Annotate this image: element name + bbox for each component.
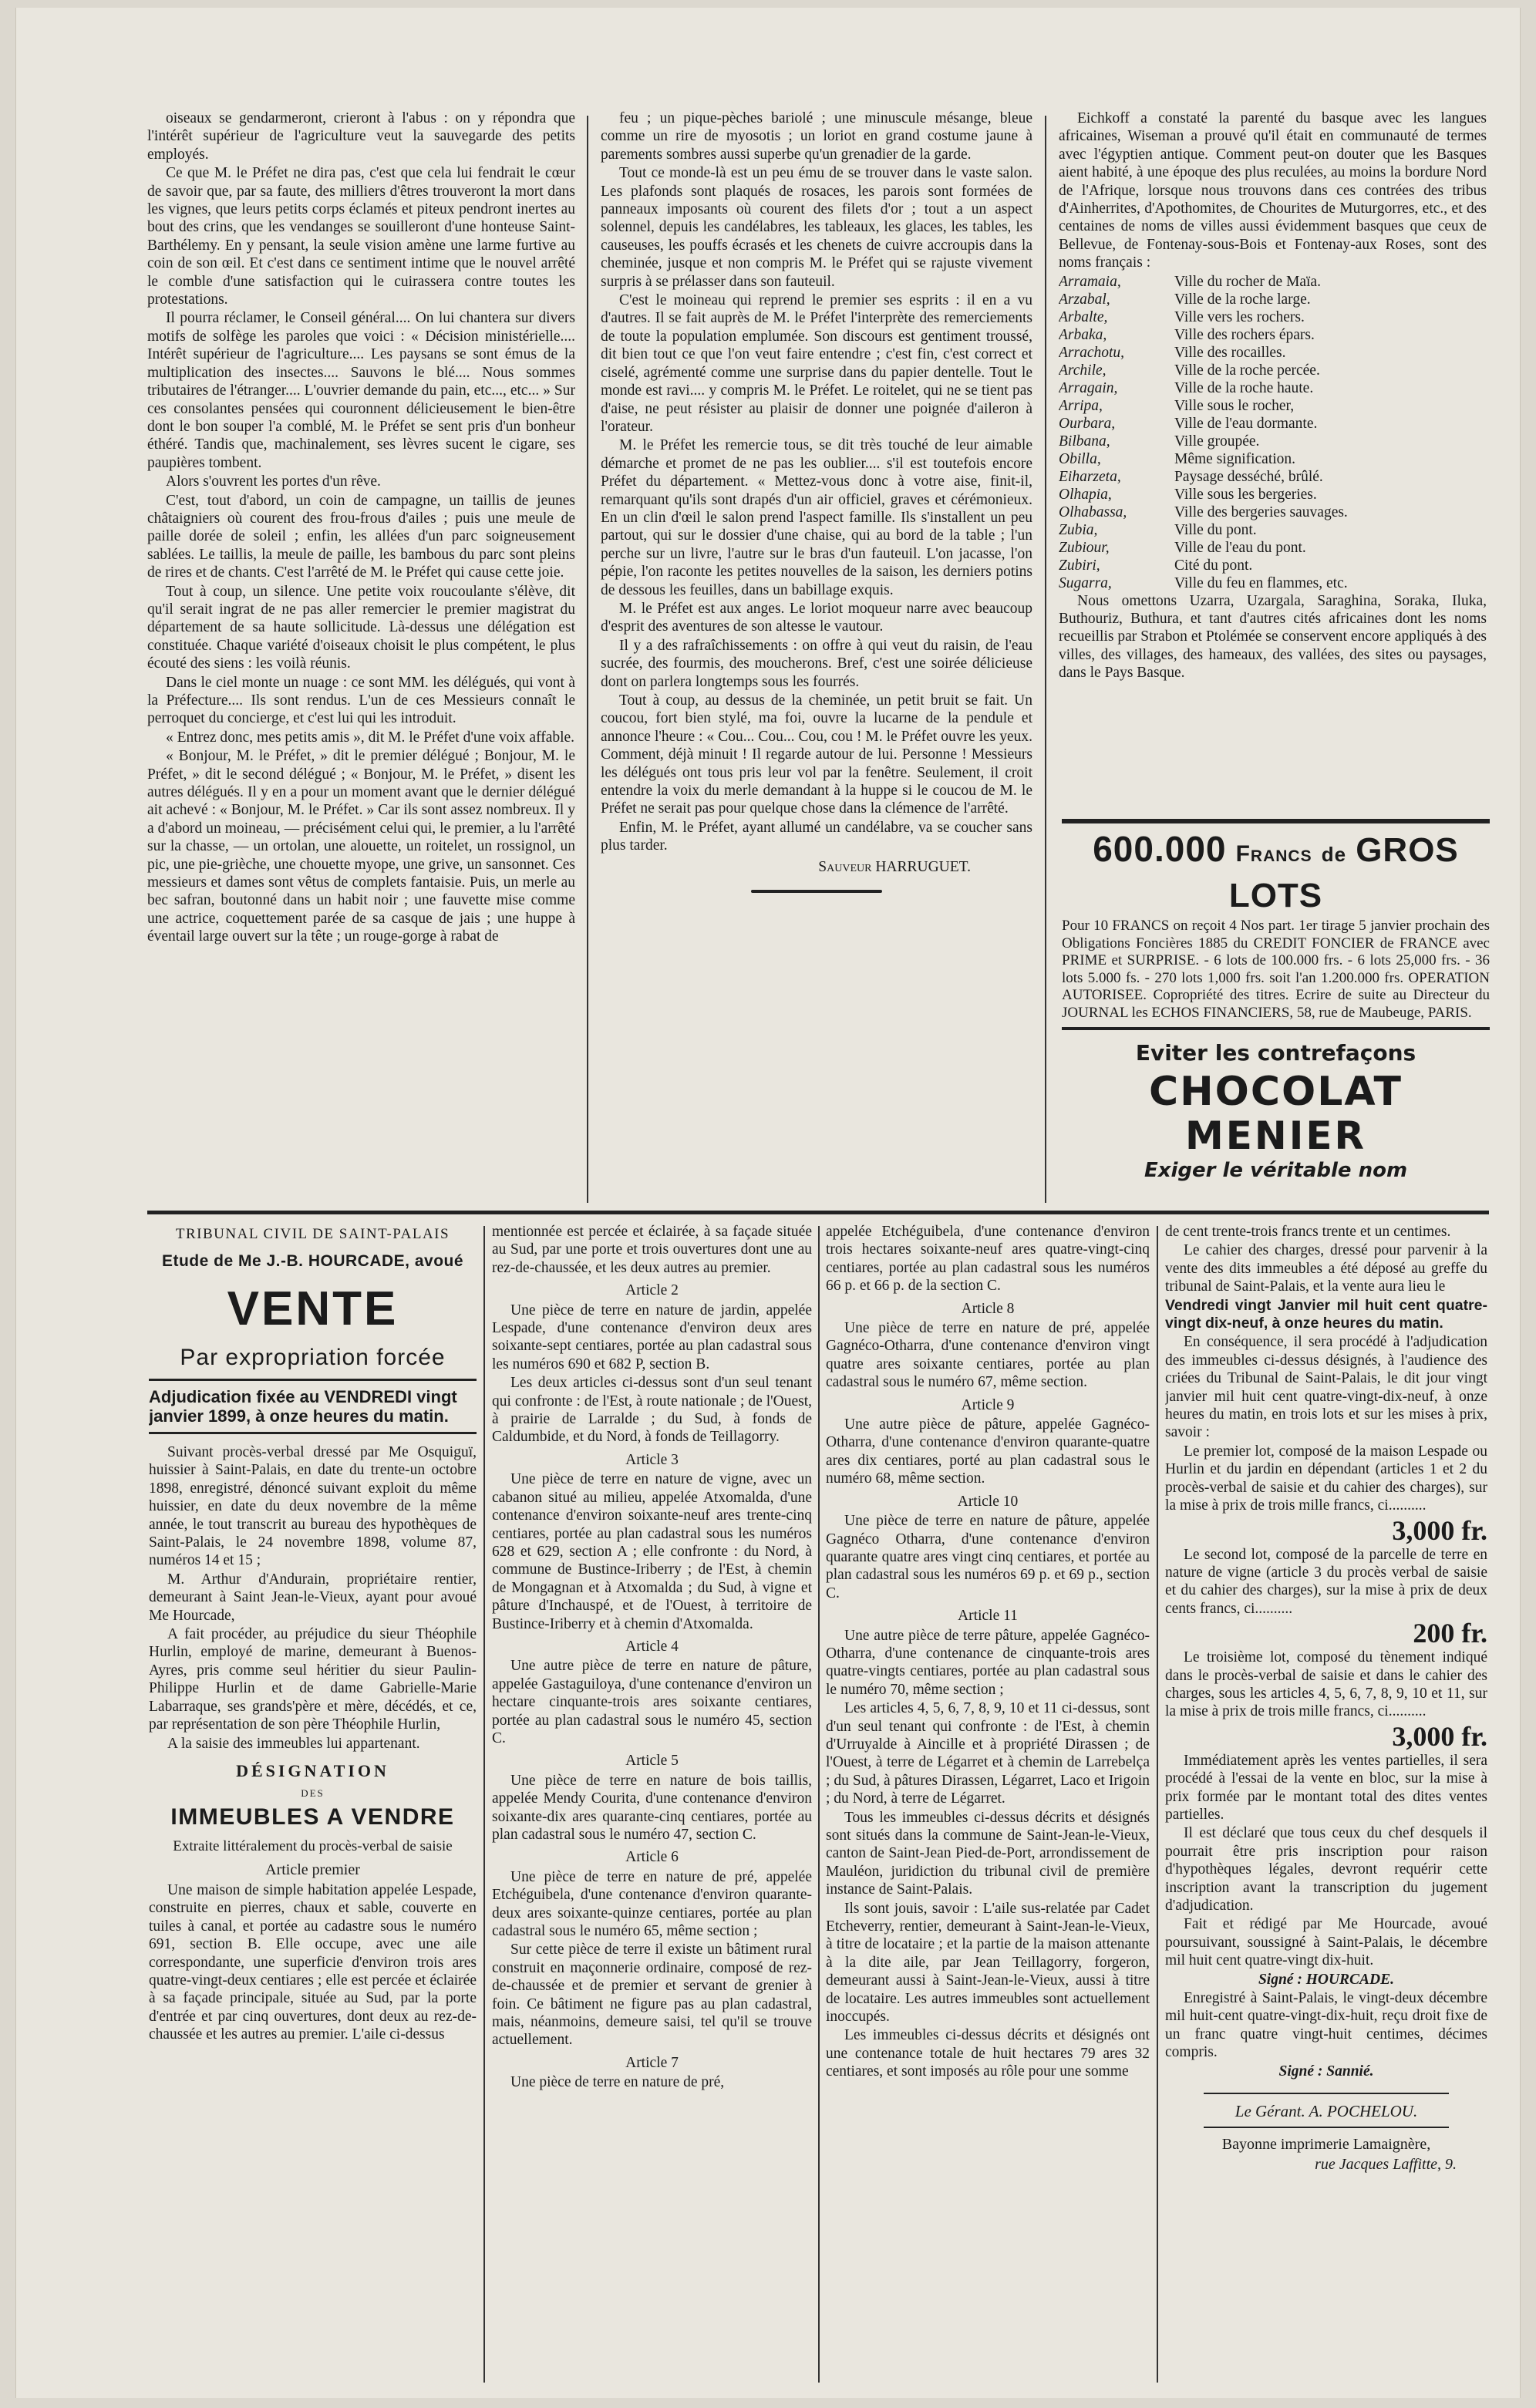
place-row — [1059, 539, 1487, 557]
story-paragraph: Tout ce monde-là est un peu ému de se trouver dans le vaste salon. Les plafonds sont plaqués de rosaces, les parois sont formées de panneaux imposants où courent des filets d'or ; tout a un aspect solennel, depuis les candélabres, les tableaux, les glaces, les tables, les causeuses, les pouffs écrasés et les chenets de cuivre accroupis dans la cheminée, jusque et non compris M. le Préfet qui se rajuste vivement surpris à se prélasser dans son fauteuil. — [601, 165, 1032, 290]
place-row — [1059, 326, 1487, 344]
place-row — [1059, 574, 1487, 592]
place-name: Sugarra, — [1059, 574, 1112, 591]
legal-paragraph: Fait et rédigé par Me Hourcade, avoué poursuivant, soussigné à Saint-Palais, le décembre mil huit cent quatre-vingt dix-huit. — [1165, 1916, 1487, 1969]
article-heading: Article 8 — [961, 1300, 1015, 1317]
story-paragraph: Enfin, M. le Préfet, ayant allumé un candélabre, va se coucher sans plus tarder. — [601, 819, 1032, 854]
legal-paragraph: Il est déclaré que tous ceux du chef desquels il pourrait être pris inscription pour raison d'hypothèques légales, devront requérir cette inscription avant la transcription du jugement d'adjudication. — [1165, 1825, 1487, 1914]
lots-gros-lots: GROS LOTS — [1228, 831, 1459, 914]
legal-column-3 — [826, 1223, 1150, 2387]
lots-amount: 600.000 — [1093, 829, 1227, 869]
place-meaning: Ville groupée. — [1174, 433, 1260, 450]
story-paragraph: « Entrez donc, mes petits amis », dit M. le Préfet d'une voix affable. — [166, 729, 575, 746]
place-name: Arragain, — [1059, 379, 1118, 396]
story-paragraph: feu ; un pique-pèches bariolé ; une minuscule mésange, bleue comme un rire de myosotis ; un loriot en grand costume jaune à parements sombres aussi superbe qu'un grenadier de la garde. — [601, 110, 1032, 163]
place-name: Arrachotu, — [1059, 344, 1125, 361]
chocolat-ad — [1062, 1037, 1490, 1199]
story-paragraph: oiseaux se gendarmeront, crieront à l'abus : on y répondra que l'intérêt supérieur de l'agriculture veut la sauvegarde des petits employés. — [147, 110, 575, 163]
legal-paragraph: Une pièce de terre en nature de bois taillis, appelée Mendy Courita, d'une contenance d'environ soixante-dix ares quarante-cinq centiares, portée au plan cadastral sous le numéro 47, section C. — [492, 1772, 812, 1843]
place-name: Obilla, — [1059, 450, 1101, 467]
ad-bottom-border — [1062, 1027, 1490, 1030]
legal-paragraph: Une pièce de terre en nature de vigne, avec un cabanon situé au milieu, appelée Atxomalda, d'une contenance d'environ soixante-neuf ares trente-cinq centiares, portée au plan cadastral sous les numéros 628 et 629, section A ; elle confronte : du Nord, à commune de Bustince-Iriberry ; de l'Est, à chemin de Mongagnan et à Atxomalda ; du Sud, à vigne et pâture d'Inchauspé, et de l'Ouest, à territoire de Bustince-Iriberry et à chemin d'Atxomalda. — [492, 1471, 812, 1632]
legal-paragraph: A fait procéder, au préjudice du sieur Théophile Hurlin, employé de marine, demeurant à Buenos-Ayres, pris comme seul héritier du sieur Paulin-Philippe Hurlin et de dame Gabrielle-Marie Labarraque, ses grands'père et mère, décédés, et ce, par représentation de son père Théophile Hurlin, — [149, 1626, 477, 1733]
story-paragraph: C'est le moineau qui reprend le premier ses esprits : il en a vu d'autres. Il se fait auprès de M. le Préfet l'interprète des remerciements de toute la population emplumée. Son discours est gentiment troussé, dit bien tout ce que l'on veut faire entendre ; c'est fin, c'est correct et ciselé, agrémenté comme une surprise dans du papier dentelle. Tout le monde est ravi.... y compris M. le Préfet. Le roitelet, qui ne se tient pas d'aise, ne peut résister au plaisir de donner une poignée d'aileron à l'orateur. — [601, 292, 1032, 435]
place-name: Bilbana, — [1059, 433, 1110, 450]
place-meaning: Ville sous les bergeries. — [1174, 486, 1317, 503]
place-name-table — [1059, 273, 1487, 592]
legal-paragraph: Une pièce de terre en nature de pré, appelée Gagnéco-Otharra, d'une contenance d'environ vingt quatre ares soixante centiares, portée au plan cadastral sous le numéro 67, même section. — [826, 1320, 1150, 1391]
adjudication-notice: Adjudication fixée au VENDREDI vingt janvier 1899, à onze heures du matin. — [149, 1387, 457, 1426]
place-row — [1059, 468, 1487, 486]
place-name: Arbalte, — [1059, 308, 1108, 325]
lots-ad-text: Pour 10 FRANCS on reçoit 4 Nos part. 1er tirage 5 janvier prochain des Obligations Foncières 1885 du CREDIT FONCIER de FRANCE avec PRIME et SURPRISE. - 6 lots de 100.000 frs. - 6 lots 25,000 frs. - 36 lots 5.000 fs. - 270 lots 1,000 frs. soit l'an 1.200.000 frs. OPERATION AUTORISEE. Copropriété des titres. Ecrire de suite au Directeur du JOURNAL les ECHOS FINANCIERS, 58, rue de Maubeuge, PARIS. — [1062, 918, 1490, 1021]
article-heading: Article 9 — [961, 1396, 1015, 1413]
legal-paragraph: Une pièce de terre en nature de pré, appelée Etchéguibela, d'une contenance d'environ quarante-deux ares soixante-quinze centiares, portée au plan cadastral sous le numéro 65, même section ; — [492, 1868, 812, 1940]
legal-paragraph: Immédiatement après les ventes partielles, il sera procédé à l'essai de la vente en bloc, sur la mise à prix formée par le montant total des dites ventes partielles. — [1165, 1752, 1487, 1823]
place-name: Arripa, — [1059, 397, 1103, 414]
place-meaning: Cité du pont. — [1174, 557, 1253, 574]
place-row — [1059, 397, 1487, 415]
legal-paragraph: Une autre pièce de terre en nature de pâture, appelée Gastaguiloya, d'une contenance d'environ un hectare cinquante-trois ares soixante centiares, portée au plan cadastral sous le numéro 45, section C. — [492, 1658, 812, 1746]
story-signature: Sauveur HARRUGUET. — [818, 858, 971, 875]
place-meaning: Ville sous le rocher, — [1174, 397, 1295, 414]
legal-paragraph: Les immeubles ci-dessus décrits et désignés ont une contenance totale de huit hectares 79 ares 32 centiares, et sont imposés au rôle pour une somme — [826, 2027, 1150, 2080]
place-name: Zubia, — [1059, 521, 1098, 538]
column-rule — [1157, 1226, 1158, 2383]
place-meaning: Ville vers les rochers. — [1174, 308, 1305, 325]
place-row — [1059, 450, 1487, 468]
place-row — [1059, 521, 1487, 539]
place-name: Zubiour, — [1059, 539, 1110, 556]
place-row — [1059, 379, 1487, 397]
legal-paragraph: Une pièce de terre en nature de pâture, appelée Gagnéco Otharra, d'une contenance d'environ quarante quatre ares vingt cinq centiares, et portée au plan cadastral sous les numéros 69 p. et 69 p., section C. — [826, 1513, 1150, 1601]
place-meaning: Ville de l'eau du pont. — [1174, 539, 1306, 556]
place-meaning: Ville de la roche percée. — [1174, 362, 1320, 379]
tribunal-heading: TRIBUNAL CIVIL DE SAINT-PALAIS — [175, 1226, 450, 1242]
chocolat-ad-brand-2: MENIER — [1184, 1113, 1367, 1158]
expropriation-heading: Par expropriation forcée — [180, 1345, 446, 1370]
place-meaning: Ville du feu en flammes, etc. — [1174, 574, 1348, 591]
lots-ad — [1062, 828, 1490, 1025]
article-premier-heading: Article premier — [265, 1861, 360, 1878]
place-name: Olhapia, — [1059, 486, 1112, 503]
place-meaning: Ville de la roche haute. — [1174, 379, 1314, 396]
heading-rule — [149, 1432, 477, 1434]
essay-paragraph: Nous omettons Uzarra, Uzargala, Saraghina, Soraka, Iluka, Buthouriz, Buthura, et tant d'autres cités africaines dont les noms recueillis par Strabon et Ptolémée se conservent encore appliqués à des villes, des villages, des hameaux, des vallées, des sites ou paysages, dans le Pays Basque. — [1059, 592, 1487, 682]
place-row — [1059, 308, 1487, 326]
heading-rule — [149, 1379, 477, 1381]
story-paragraph: M. le Préfet les remercie tous, se dit très touché de leur aimable démarche et promet de ne pas les oublier.... s'il est toutefois encore Préfet du département. « Mettez-vous donc à votre aise, finit-il, remarquant qu'ils sont drapés d'un air officiel, graves et cérémonieux. En un clin d'œil le salon prend l'aspect famille. Ils s'installent un peu partout, qui sur le dossier d'une chaise, qui au bord de la table ; l'un perche sur un livre, l'autre sur le bras d'un fauteuil. L'on jacasse, l'on pépie, l'on raconte les petites nouvelles de la saison, les derniers potins de dessous les feuilles, dans un babillage exquis. — [601, 437, 1032, 598]
newspaper-page — [15, 8, 1521, 2398]
article-heading: Article 11 — [958, 1608, 1018, 1625]
place-meaning: Même signification. — [1174, 450, 1296, 467]
story-paragraph: Alors s'ouvrent les portes d'un rêve. — [166, 473, 381, 490]
chocolat-ad-top: Eviter les contrefaçons — [1135, 1040, 1416, 1066]
article-heading: Article 10 — [957, 1493, 1019, 1510]
place-meaning: Ville de la roche large. — [1174, 291, 1311, 308]
essay-column-3 — [1059, 109, 1487, 819]
section-divider — [147, 1211, 1489, 1214]
extraite-line: Extraite littéralement du procès-verbal de saisie — [173, 1837, 453, 1854]
sale-date: Vendredi vingt Janvier mil huit cent quatre-vingt dix-neuf, à onze heures du matin. — [1165, 1296, 1487, 1332]
place-name: Arramaia, — [1059, 273, 1121, 290]
chocolat-ad-brand-1: CHOCOLAT — [1148, 1069, 1403, 1115]
place-name: Ourbara, — [1059, 415, 1116, 432]
article-heading: Article 5 — [625, 1753, 679, 1770]
place-name: Arzabal, — [1059, 291, 1110, 308]
lot-price: 3,000 fr. — [1392, 1514, 1487, 1546]
etude-heading: Etude de Me J.-B. HOURCADE, avoué — [161, 1252, 464, 1270]
story-column-2 — [601, 109, 1032, 1189]
legal-column-1 — [149, 1223, 477, 2387]
legal-paragraph: En conséquence, il sera procédé à l'adjudication des immeubles ci-dessus désignés, à l'audience des criées du Tribunal de Saint-Palais, le dit jour vingt janvier mil huit cent quatre-vingt-dix-neuf, à onze heures du matin, en trois lots et sur les mises à prix, savoir : — [1165, 1334, 1487, 1441]
legal-paragraph: Suivant procès-verbal dressé par Me Osquiguï, huissier à Saint-Palais, en date du trente-un octobre 1898, enregistré, dénoncé suivant exploit du même huissier, en date du deux novembre de la même année, le tout transcrit au bureau des hypothèques de Saint-Palais, le 24 novembre 1898, volume 87, numéros 14 et 15 ; — [149, 1444, 477, 1569]
heading-rule — [1204, 2127, 1449, 2128]
lots-francs: Francs — [1235, 841, 1312, 867]
place-meaning: Ville du rocher de Maïa. — [1174, 273, 1321, 290]
story-end-ornament — [751, 890, 882, 893]
place-name: Olhabassa, — [1059, 503, 1127, 520]
designation-heading: DÉSIGNATION — [236, 1760, 389, 1780]
legal-paragraph: Une autre pièce de terre pâture, appelée Gagnéco-Otharra, d'une contenance de cinquante-trois ares quatre-vingts centiares, portée au plan cadastral sous le numéro 70, même section ; — [826, 1627, 1150, 1698]
place-row — [1059, 344, 1487, 362]
story-paragraph: Tout à coup, au dessus de la cheminée, un petit bruit se fait. Un coucou, fort bien stylé, ma foi, ouvre la lucarne de la pendule et annonce l'heure : « Cou... Cou... Cou, cou ! M. le Préfet ouvre les yeux. Comment, déjà minuit ! Il regarde autour de lui. Personne ! Messieurs les délégués ont tous pris leur vol par la fenêtre. Seulement, il croit entendre la voix du merle demandant à la huppe si le coucou de M. le Préfet ne serait pas pour quelque chose dans la clémence de l'arrêté. — [601, 692, 1032, 817]
column-rule — [1045, 116, 1046, 1203]
legal-paragraph: A la saisie des immeubles lui appartenant. — [167, 1735, 420, 1752]
signature-line: Signé : Sannié. — [1278, 2063, 1374, 2080]
legal-paragraph: Sur cette pièce de terre il existe un bâtiment rural construit en maçonnerie ordinaire, composé de rez-de-chaussée et de premier et servant de grenier à foin. Ce bâtiment ne figure pas au plan cadastral, mais, néanmoins, demeure saisi, tel qu'il se trouve actuellement. — [492, 1942, 812, 2049]
legal-paragraph: mentionnée est percée et éclairée, à sa façade située au Sud, par une porte et trois ouvertures dont une au rez-de-chaussée, et les deux autres au premier. — [492, 1224, 812, 1276]
column-rule — [483, 1226, 485, 2383]
legal-paragraph: Le troisième lot, composé du tènement indiqué dans le procès-verbal de saisie et dans le cahier des charges, sous les articles 4, 5, 6, 7, 8, 9, 10 et 11, sur la mise à prix de trois mille francs, ci.......... — [1165, 1649, 1487, 1720]
immeubles-heading: IMMEUBLES A VENDRE — [170, 1803, 455, 1830]
story-paragraph: Tout à coup, un silence. Une petite voix roucoulante s'élève, dit qu'il serait ingrat de ne pas aller remercier le premier magistrat du département de sa haute sollicitude. Là-dessus une délégation est constituée. Chaque variété d'oiseaux choisit le plus compétent, le plus écouté des siens : les voilà réunis. — [147, 583, 575, 672]
place-meaning: Ville de l'eau dormante. — [1174, 415, 1318, 432]
article-heading: Article 6 — [625, 1849, 679, 1866]
des-heading: DES — [301, 1787, 325, 1799]
legal-paragraph: Une autre pièce de pâture, appelée Gagnéco-Otharra, d'une contenance d'environ quarante-quatre ares dix centiares, porté au plan cadastral sous le numéro 68, même section. — [826, 1416, 1150, 1487]
place-row — [1059, 362, 1487, 379]
legal-paragraph: de cent trente-trois francs trente et un centimes. — [1165, 1224, 1451, 1240]
article-heading: Article 3 — [625, 1451, 679, 1468]
story-paragraph: « Bonjour, M. le Préfet, » dit le premier délégué ; Bonjour, M. le Préfet, » dit le second délégué ; « Bonjour, M. le Préfet, » disent les autres délégués. Il y en a pour un moment avant que le dernier délégué ait achevé : « Bonjour, M. le Préfet. » Car ils sont assez nombreux. Il y a d'abord un moineau, — précisément celui qui, le premier, a lu l'arrêté sur la chasse, — un ortolan, une alouette, un roitelet, un rossignol, un pic, une pie-grièche, une chouette myope, une grive, un sansonnet. Ces messieurs et dames sont vêtus de complets fantaisie. Puis, un merle au bec safran, boutonné dans un habit noir ; une fauvette mise comme une actrice, coquettement parée de sa casque de jais ; une huppe à éventail large ouvert sur la tête ; un rouge-gorge à rabat de — [147, 748, 575, 945]
vente-heading: VENTE — [227, 1282, 399, 1335]
ad-top-border — [1062, 819, 1490, 823]
place-meaning: Ville des bergeries sauvages. — [1174, 503, 1348, 520]
lot-price: 3,000 fr. — [1392, 1720, 1487, 1752]
story-paragraph: Il y a des rafraîchissements : on offre à qui veut du raisin, de l'eau sucrée, des fourmis, des moucherons. Bref, c'est une soirée délicieuse dont on parlera longtemps sous les fourrés. — [601, 637, 1032, 690]
article-heading: Article 7 — [625, 2054, 679, 2071]
legal-paragraph: M. Arthur d'Andurain, propriétaire rentier, demeurant à Saint Jean-le-Vieux, ayant pour avoué Me Hourcade, — [149, 1571, 477, 1624]
legal-paragraph: Les articles 4, 5, 6, 7, 8, 9, 10 et 11 ci-dessus, sont d'un seul tenant qui confronte : de l'Est, à chemin d'Urruyalde à Aincille et à propriété Dirassen ; de l'Ouest, à terre de Légarret et à chemin de Larrebelça ; du Sud, à pâtures Dirassen, Légarret, Laco et Irigoin ; du Nord, à terre de Légarret. — [826, 1700, 1150, 1807]
place-meaning: Ville des rochers épars. — [1174, 326, 1315, 343]
legal-paragraph: Ils sont jouis, savoir : L'aile sus-relatée par Cadet Etcheverry, rentier, demeurant à Saint-Jean-le-Vieux, à titre de locataire ; et la partie de la maison attenante à la dite aile, par Jean Teillagorry, forgeron, demeurant aussi à Saint-Jean-le-Vieux, aussi à titre de locataire. Les autres immeubles sont actuellement inoccupés. — [826, 1900, 1150, 2026]
legal-paragraph: Le cahier des charges, dressé pour parvenir à la vente des dits immeubles a été déposé au greffe du tribunal de Saint-Palais, et la vente aura lieu le — [1165, 1242, 1487, 1295]
place-name: Archile, — [1059, 362, 1107, 379]
story-paragraph: C'est, tout d'abord, un coin de campagne, un taillis de jeunes châtaigniers où courent des frou-frous d'ailes ; puis une meule de paille dorée de soleil ; enfin, les allées d'un parc soigneusement sablées. Le taillis, la meule de paille, les bambous du parc sont pleins de rires et de chants. C'est l'arrêté de M. le Préfet qui cause cette joie. — [147, 492, 575, 581]
imprimerie-line: Bayonne imprimerie Lamaignère, — [1221, 2136, 1431, 2154]
place-row — [1059, 557, 1487, 574]
place-name: Arbaka, — [1059, 326, 1107, 343]
gerant-line: Le Gérant. A. POCHELOU. — [1235, 2102, 1418, 2121]
legal-paragraph: appelée Etchéguibela, d'une contenance d'environ trois hectares soixante-neuf ares quatre-vingt-cinq centiares, portée au plan cadastral sous les numéros 66 p. et 66 p. de la section C. — [826, 1224, 1150, 1295]
column-rule — [587, 116, 588, 1203]
story-paragraph: Ce que M. le Préfet ne dira pas, c'est que cela lui fendrait le cœur de savoir que, par sa faute, des milliers d'êtres trouveront la mort dans les vignes, que leurs petits corps éclamés et piteux pendront inertes au bout des crins, que les vendanges se souilleront d'une honteuse Saint-Barthélemy. En y pensant, la seule vision amène une larme furtive au coin de son œil. Et c'est dans ce sentiment intime que le nouvel arrêté le comble d'une satisfaction qui le cuirassera contre toutes les protestations. — [147, 165, 575, 308]
story-column-1 — [147, 109, 575, 1204]
place-meaning: Ville des rocailles. — [1174, 344, 1286, 361]
legal-column-2 — [492, 1223, 812, 2387]
story-paragraph: Dans le ciel monte un nuage : ce sont MM. les délégués, qui vont à la Préfecture.... Ils sont rendus. L'un de ces Messieurs connaît le perroquet du concierge, et c'est lui qui les introduit. — [147, 674, 575, 727]
heading-rule — [1204, 2093, 1449, 2094]
lot-price: 200 fr. — [1413, 1618, 1487, 1649]
essay-paragraph: Eichkoff a constaté la parenté du basque avec les langues africaines, Wiseman a prouvé qu'il était en communauté de termes avec l'égyptien antique. Comment peut-on douter que les Basques aient habité, à une époque des plus reculées, au moins la bordure Nord de l'Afrique, lorsque nous trouvons dans ces contrées des tribus d'Ainherrites, d'Apothomites, de Chourites de Muturgorres, etc., et des centaines de noms de villes aussi évidemment basques que ceux de Bellevue, de Fontenay-sous-Bois et Fontenay-aux Roses, sont des noms français : — [1059, 110, 1487, 271]
legal-paragraph: Une pièce de terre en nature de jardin, appelée Lespade, d'une contenance d'environ deux ares soixante-sept centiares, portée au plan cadastral sous les numéros 690 et 682 P, section B. — [492, 1302, 812, 1372]
legal-paragraph: Le premier lot, composé de la maison Lespade ou Hurlin et du jardin en dépendant (articles 1 et 2 du procès-verbal de saisie et du cahier des charges), sur la mise à prix de trois mille francs, ci.......... — [1165, 1443, 1487, 1514]
place-meaning: Ville du pont. — [1174, 521, 1257, 538]
place-name: Zubiri, — [1059, 557, 1100, 574]
place-row — [1059, 273, 1487, 291]
place-row — [1059, 486, 1487, 503]
legal-column-4 — [1165, 1223, 1487, 2387]
rue-line: rue Jacques Laffitte, 9. — [1315, 2156, 1457, 2174]
signature-line: Signé : HOURCADE. — [1258, 1971, 1395, 1988]
legal-paragraph: Une pièce de terre en nature de pré, — [510, 2074, 725, 2091]
story-paragraph: M. le Préfet est aux anges. Le loriot moqueur narre avec beaucoup d'esprit des aventures de son altesse le vautour. — [601, 600, 1032, 635]
legal-paragraph: Tous les immeubles ci-dessus décrits et désignés sont situés dans la commune de Saint-Jean-le-Vieux, canton de Saint-Jean Pied-de-Port, arrondissement de Mauléon, juridiction du tribunal civil de première instance de Saint-Palais. — [826, 1809, 1150, 1898]
story-paragraph: Il pourra réclamer, le Conseil général.... On lui chantera sur divers motifs de solfège les paroles que voici : « Décision ministérielle.... Intérêt supérieur de l'agriculture.... Les paysans se sont émus de la multiplication des insectes.... Sauvons le blé.... Nous sommes tributaires de l'étranger.... L'ouvrier demande du pain, etc..., etc... » Sur ces consolantes pensées qui couronnent délicieusement le bien-être dont le bon souper l'a comblé, M. le Préfet se sent pris d'un bonheur éthéré. Tandis que, machinalement, ses lèvres sucent le cigare, ses paupières tombent. — [147, 310, 575, 471]
legal-paragraph: Une maison de simple habitation appelée Lespade, construite en pierres, chaux et sable, couverte en tuiles à canal, et portée au cadastre sous le numéro 691, section B. Elle occupe, avec une aile correspondante, une superficie d'environ trois ares quatre-vingt-deux centiares ; elle est percée et éclairée à sa façade principale, située au Sud, par la porte d'entrée et par cinq ouvertures, dont deux au rez-de-chaussée et les autres au premier. L'aile ci-dessus — [149, 1881, 477, 2043]
chocolat-ad-bottom: Exiger le véritable nom — [1144, 1159, 1408, 1182]
place-meaning: Paysage desséché, brûlé. — [1174, 468, 1323, 485]
place-row — [1059, 433, 1487, 450]
legal-paragraph: Enregistré à Saint-Palais, le vingt-deux décembre mil huit-cent quatre-vingt-dix-huit, reçu droit fixe de un franc quatre vingt-huit centimes, décimes compris. — [1165, 1990, 1487, 2061]
lots-ad-title — [1062, 828, 1490, 918]
column-rule — [818, 1226, 820, 2383]
place-row — [1059, 503, 1487, 521]
legal-paragraph: Le second lot, composé de la parcelle de terre en nature de vigne (article 3 du procès verbal de saisie et du cahier des charges), sur la mise à prix de deux cents francs, ci.......... — [1165, 1546, 1487, 1617]
article-heading: Article 2 — [625, 1282, 679, 1299]
place-row — [1059, 415, 1487, 433]
lots-de: de — [1321, 843, 1347, 866]
article-heading: Article 4 — [625, 1638, 679, 1655]
place-row — [1059, 291, 1487, 308]
legal-paragraph: Les deux articles ci-dessus sont d'un seul tenant qui confronte : de l'Est, à route nationale ; de l'Ouest, à prairie de Larralde ; du Sud, à fonds de Caldumbide, et du Nord, à fonds de Teillagorry. — [492, 1375, 812, 1446]
place-name: Eiharzeta, — [1059, 468, 1121, 485]
